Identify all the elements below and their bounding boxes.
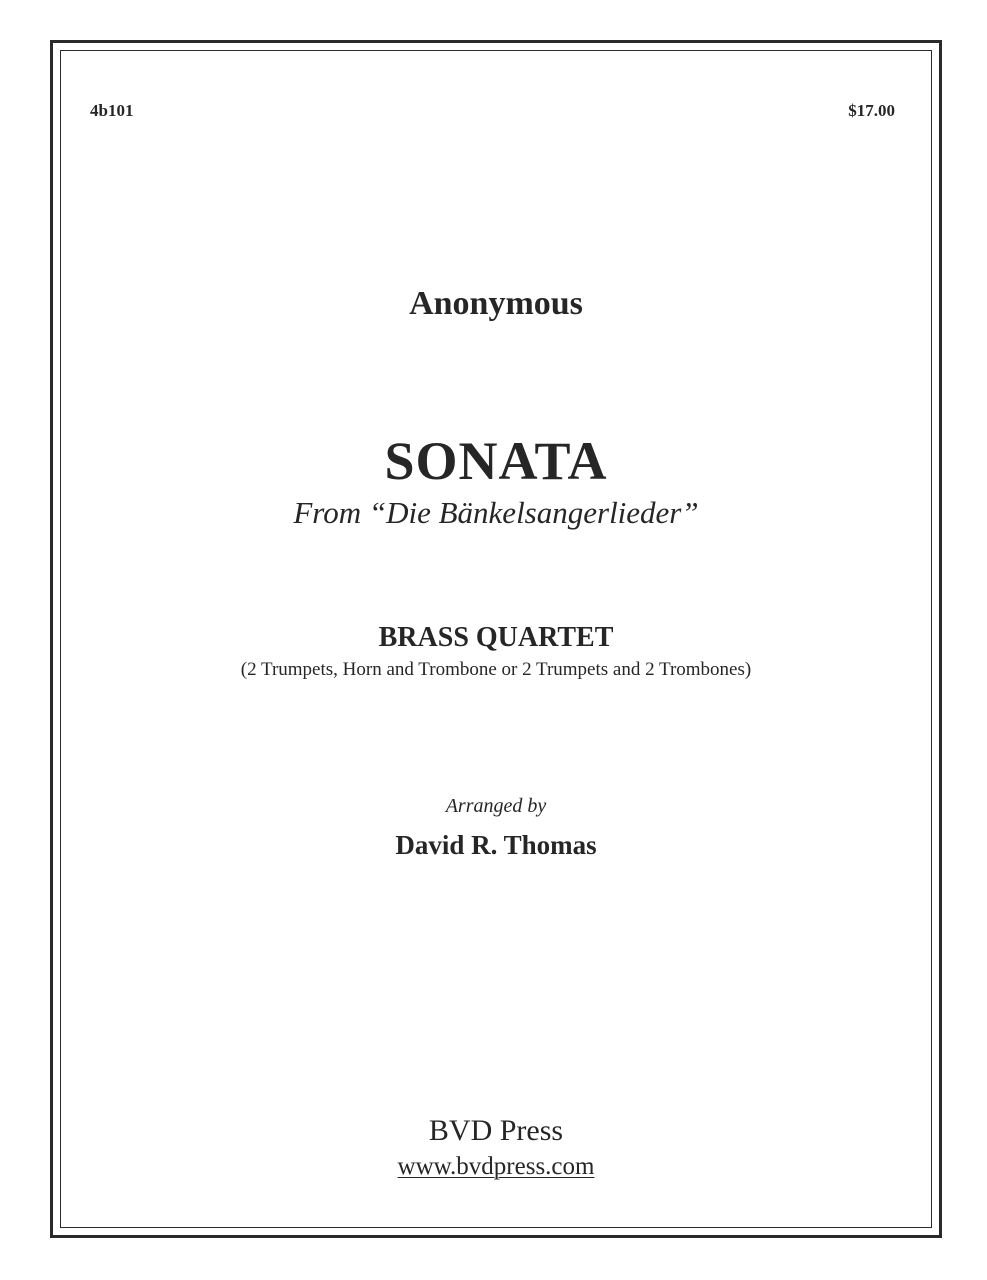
publisher-website-link[interactable]: www.bvdpress.com: [397, 1153, 595, 1180]
piece-subtitle: From “Die Bänkelsangerlieder”: [293, 495, 699, 530]
composer-name: Anonymous: [409, 285, 583, 322]
instrumentation-note: (2 Trumpets, Horn and Trombone or 2 Trumpets and 2 Trombones): [240, 659, 752, 680]
publisher-name: BVD Press: [428, 1114, 564, 1147]
piece-title: SONATA: [384, 431, 608, 491]
catalog-number: 4b101: [90, 101, 134, 120]
arranger-name: David R. Thomas: [395, 830, 597, 860]
ensemble-heading: BRASS QUARTET: [378, 622, 614, 653]
arranged-by-label: Arranged by: [445, 795, 547, 817]
price: $17.00: [848, 101, 895, 120]
